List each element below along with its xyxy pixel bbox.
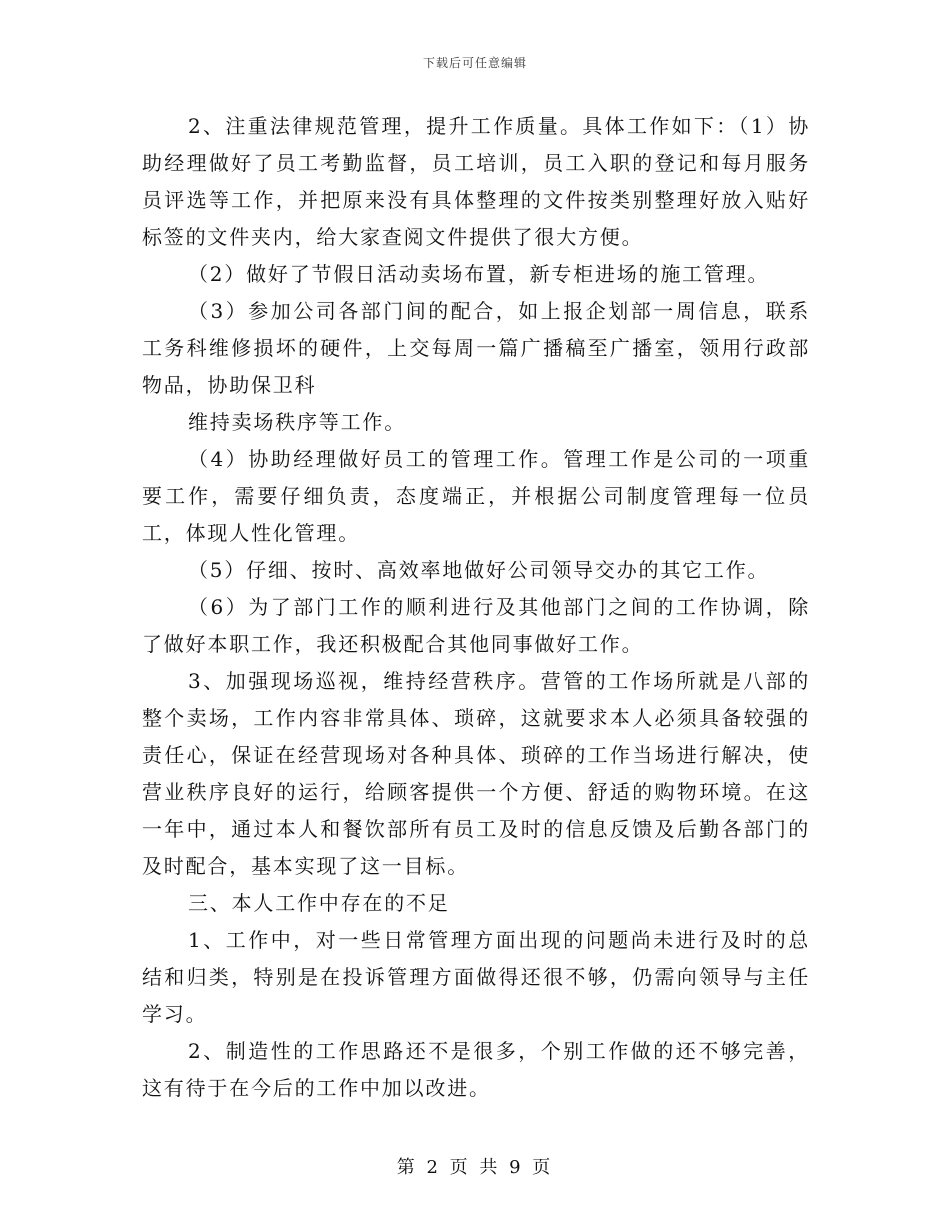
paragraph-item-6: （6）为了部门工作的顺利进行及其他部门之间的工作协调，除了做好本职工作，我还积极配合其他同事做好工作。 xyxy=(142,595,810,656)
paragraph-item-3: （3）参加公司各部门间的配合，如上报企划部一周信息，联系工务科维修损坏的硬件，上交每周一篇广播稿至广播室，领用行政部物品，协助保卫科 xyxy=(142,299,810,397)
section-heading-shortcomings: 三、本人工作中存在的不足 xyxy=(188,891,450,915)
paragraph-item-5: （5）仔细、按时、高效率地做好公司领导交办的其它工作。 xyxy=(188,558,770,582)
document-body xyxy=(142,108,810,1107)
paragraph-item-2: （2）做好了节假日活动卖场布置，新专柜进场的施工管理。 xyxy=(188,262,770,286)
paragraph-legal-management: 2、注重法律规范管理，提升工作质量。具体工作如下：（1）协助经理做好了员工考勤监督，员工培训，员工入职的登记和每月服务员评选等工作，并把原来没有具体整理的文件按类别整理好放入贴好标签的文件夹内，给大家查阅文件提供了很大方便。 xyxy=(142,114,810,249)
paragraph-site-inspection: 3、加强现场巡视，维持经营秩序。营管的工作场所就是八部的整个卖场，工作内容非常具体、琐碎，这就要求本人必须具备较强的责任心，保证在经营现场对各种具体、琐碎的工作当场进行解决，使营业秩序良好的运行，给顾客提供一个方便、舒适的购物环境。在这一年中，通过本人和餐饮部所有员工及时的信息反馈及后勤各部门的及时配合，基本实现了这一目标。 xyxy=(142,669,810,878)
paragraph-item-4: （4）协助经理做好员工的管理工作。管理工作是公司的一项重要工作，需要仔细负责，态度端正，并根据公司制度管理每一位员工，体现人性化管理。 xyxy=(142,447,810,545)
paragraph-item-3-continued: 维持卖场秩序等工作。 xyxy=(188,410,406,434)
paragraph-shortcoming-2: 2、制造性的工作思路还不是很多，个别工作做的还不够完善，这有待于在今后的工作中加以改进。 xyxy=(142,1039,810,1100)
page-number-footer: 第 2 页 共 9 页 xyxy=(396,1157,554,1178)
page-header: 下载后可任意编辑 xyxy=(422,56,527,70)
paragraph-shortcoming-1: 1、工作中，对一些日常管理方面出现的问题尚未进行及时的总结和归类，特别是在投诉管理方面做得还很不够，仍需向领导与主任学习。 xyxy=(142,928,810,1026)
